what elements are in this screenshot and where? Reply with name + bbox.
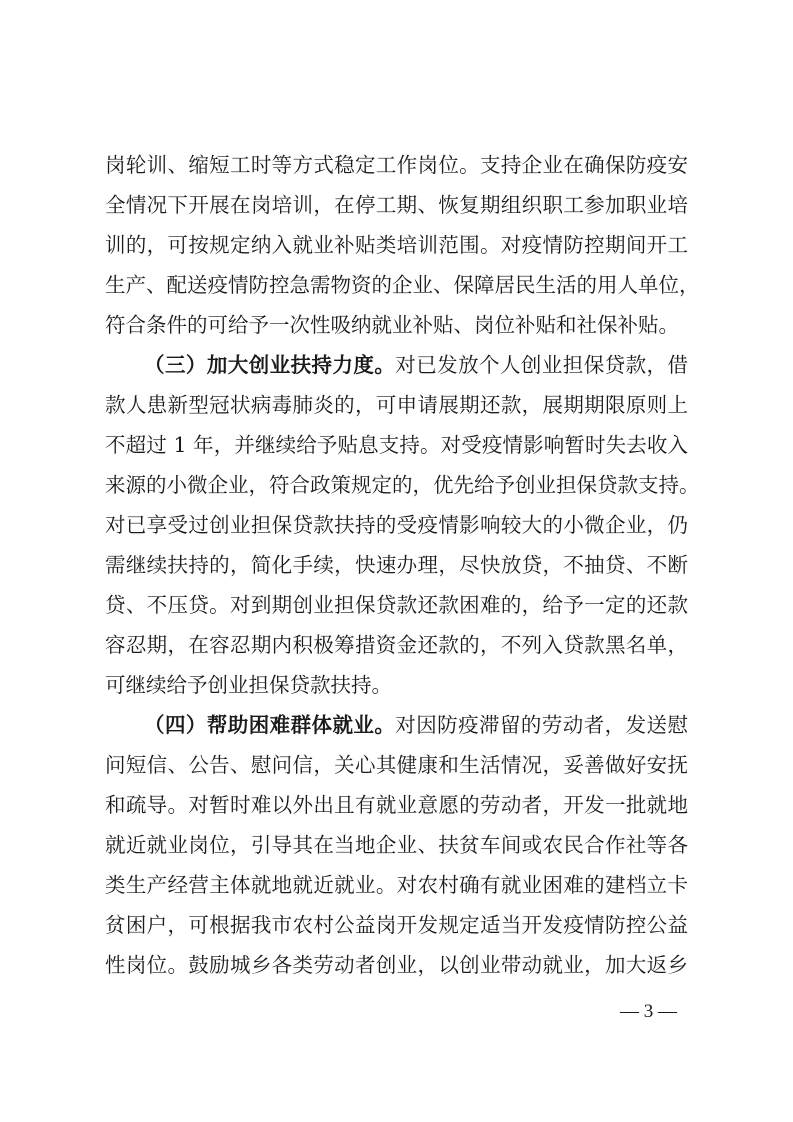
text-line: 可继续给予创业担保贷款扶持。 [105, 673, 392, 697]
text-line: 需继续扶持的，简化手续，快速办理，尽快放贷，不抽贷、不断 [105, 553, 688, 577]
text-line: 岗轮训、缩短工时等方式稳定工作岗位。支持企业在确保防疫安 [105, 153, 688, 177]
text-line: 和疏导。对暂时难以外出且有就业意愿的劳动者，开发一批就地 [105, 793, 688, 817]
text-line: 生产、配送疫情防控急需物资的企业、保障居民生活的用人单位， [105, 273, 700, 297]
text-line: 就近就业岗位，引导其在当地企业、扶贫车间或农民合作社等各 [105, 833, 688, 857]
page-number: — 3 — [620, 1001, 677, 1022]
section-body-text: 对已发放个人创业担保贷款，借 [395, 353, 689, 377]
text-line: 问短信、公告、慰问信，关心其健康和生活情况，妥善做好安抚 [105, 753, 688, 777]
section-heading: （三）加大创业扶持力度。 [144, 353, 396, 377]
text-line: 性岗位。鼓励城乡各类劳动者创业，以创业带动就业，加大返乡 [105, 953, 688, 977]
text-line: 训的，可按规定纳入就业补贴类培训范围。对疫情防控期间开工 [105, 233, 688, 257]
text-line: 全情况下开展在岗培训，在停工期、恢复期组织职工参加职业培 [105, 193, 688, 217]
text-line: 不超过 1 年，并继续给予贴息支持。对受疫情影响暂时失去收入 [105, 433, 688, 457]
text-line: 来源的小微企业，符合政策规定的，优先给予创业担保贷款支持。 [105, 473, 700, 497]
text-line: 符合条件的可给予一次性吸纳就业补贴、岗位补贴和社保补贴。 [105, 313, 679, 337]
section-heading-line [144, 345, 688, 385]
section-heading-line [144, 705, 688, 745]
text-line: 款人患新型冠状病毒肺炎的，可申请展期还款，展期期限原则上 [105, 393, 688, 417]
text-line: 类生产经营主体就地就近就业。对农村确有就业困难的建档立卡 [105, 873, 688, 897]
text-line: 对已享受过创业担保贷款扶持的受疫情影响较大的小微企业，仍 [105, 513, 688, 537]
section-body-text: 对因防疫滞留的劳动者，发送慰 [395, 713, 689, 737]
text-line: 容忍期，在容忍期内积极筹措资金还款的，不列入贷款黑名单， [105, 633, 688, 657]
text-line: 贫困户，可根据我市农村公益岗开发规定适当开发疫情防控公益 [105, 913, 688, 937]
text-line: 贷、不压贷。对到期创业担保贷款还款困难的，给予一定的还款 [105, 593, 688, 617]
section-heading: （四）帮助困难群体就业。 [144, 713, 396, 737]
